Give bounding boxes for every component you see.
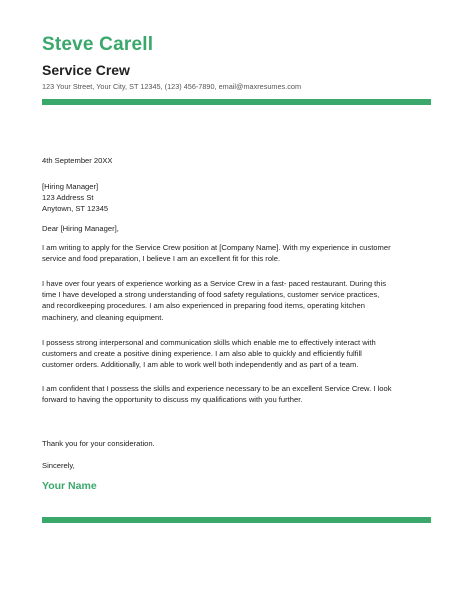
paragraph-line: forward to having the opportunity to discuss my qualifications with you further.: [42, 395, 303, 405]
paragraph-line: I am confident that I possess the skills and experience necessary to be an excellent Service Crew. I look: [42, 384, 392, 393]
signature-name: Your Name: [42, 480, 97, 492]
bottom-divider: [42, 517, 431, 523]
paragraph-intro: [42, 242, 434, 264]
recipient-line: Anytown, ST 12345: [42, 204, 109, 214]
contact-info: 123 Your Street, Your City, ST 12345, (123) 456-7890, email@maxresumes.com: [42, 82, 302, 91]
letter-date: 4th September 20XX: [42, 156, 113, 165]
top-divider: [42, 99, 431, 105]
paragraph-skills: [42, 337, 434, 371]
job-title: Service Crew: [42, 62, 130, 78]
salutation: Dear [Hiring Manager],: [42, 224, 119, 233]
paragraph-line: I am writing to apply for the Service Crew position at [Company Name]. With my experience in customer: [42, 243, 391, 252]
paragraph-line: machinery, and cleaning equipment.: [42, 312, 164, 322]
recipient-line: 123 Address St: [42, 193, 94, 203]
thanks-line: Thank you for your consideration.: [42, 439, 155, 448]
closing-line: Sincerely,: [42, 461, 75, 470]
paragraph-experience: [42, 278, 434, 323]
paragraph-line: and recordkeeping procedures. I am also experienced in preparing food items, operating kitchen: [42, 301, 365, 311]
paragraph-line: customer orders. Additionally, I am able to work well both independently and as part of a team.: [42, 360, 359, 370]
paragraph-line: customers and create a positive dining experience. I am also able to quickly and efficiently fulfill: [42, 349, 362, 359]
paragraph-line: time I have developed a strong understanding of food safety regulations, customer service practices,: [42, 290, 380, 300]
recipient-address: [42, 181, 434, 215]
applicant-name: Steve Carell: [42, 34, 154, 55]
paragraph-conclusion: [42, 383, 434, 405]
paragraph-line: I possess strong interpersonal and communication skills which enable me to effectively interact with: [42, 338, 376, 347]
paragraph-line: I have over four years of experience working as a Service Crew in a fast- paced restaurant. During this: [42, 279, 386, 288]
paragraph-line: service and food preparation, I believe I am an excellent fit for this role.: [42, 254, 281, 264]
recipient-line: [Hiring Manager]: [42, 182, 99, 191]
